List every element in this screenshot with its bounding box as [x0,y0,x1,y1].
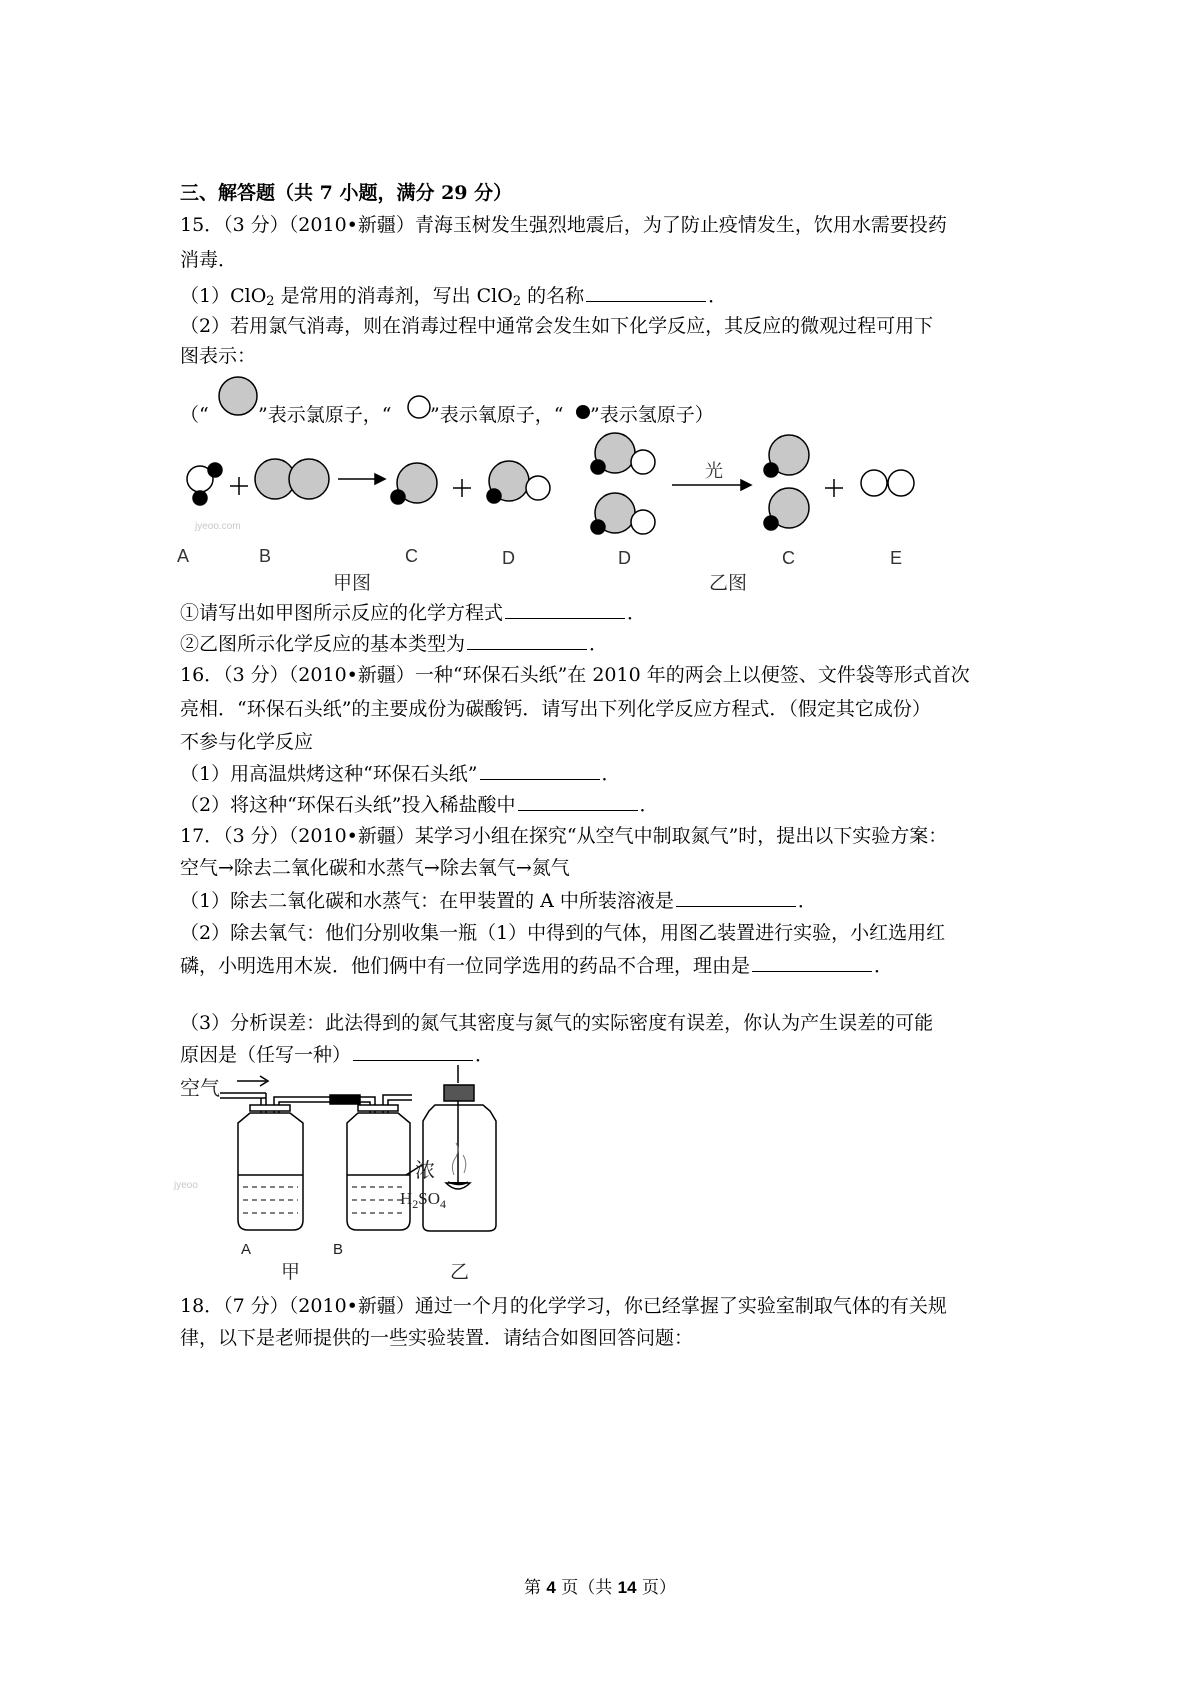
label-a: A [241,1241,252,1258]
reaction-diagram [175,425,955,595]
watermark-text: jyeoo [174,1180,198,1191]
q16-part2 [180,792,659,818]
air-inlet-arrow [237,1076,268,1086]
q16-line1: 16．（3 分）（2010•新疆）一种“环保石头纸”在 2010 年的两会上以便签、文件袋等形式首次 [180,664,970,686]
q16-line2: 亮相．“环保石头纸”的主要成份为碳酸钙．请写出下列化学反应方程式．（假定其它成份） [180,698,931,720]
light-label: 光 [705,461,723,482]
answer-blank[interactable] [676,888,796,907]
q15-line1: 15．（3 分）（2010•新疆）青海玉树发生强烈地震后，为了防止疫情发生，饮用水需要投药 [180,214,947,236]
q15-sub2 [180,631,608,657]
q15-sub2-end: ． [589,633,609,655]
label-b: B [333,1241,344,1258]
q15-sub1-text: ①请写出如甲图所示反应的化学方程式 [180,602,504,624]
oxygen-atom-icon [406,394,432,420]
chlorine-atom-icon [218,374,260,418]
label-d2: D [618,548,631,568]
figure-yi-label: 乙图 [709,572,748,594]
q15-part1-text-a: （1）ClO [180,285,267,307]
q15-part1 [180,283,727,315]
molecule-d-bottom [591,493,655,534]
q17-part3-text: 原因是（任写一种） [180,1044,352,1066]
q18-line2: 律，以下是老师提供的一些实验装置．请结合如图回答问题： [180,1327,694,1349]
q15-sub1 [180,600,646,626]
answer-blank[interactable] [505,600,625,619]
answer-blank[interactable] [518,792,638,811]
q15-part1-text-c: 的名称 [521,285,585,307]
answer-blank[interactable] [353,1042,473,1061]
hydrogen-atom-icon [575,404,591,420]
molecule-d [487,461,550,503]
molecule-b [255,459,329,499]
footer-mid: 页（共 [555,1578,618,1598]
q15-part1-sub2: 2 [512,294,522,309]
molecule-c-bottom [764,488,809,530]
label-d: D [502,548,515,568]
q16-part1-end: ． [601,763,621,785]
answer-blank[interactable] [586,283,706,302]
q16-part2-end: ． [639,794,659,816]
footer-pre: 第 [523,1578,547,1598]
q15-part1-end: ． [708,285,728,307]
footer-total-pages: 14 [617,1578,637,1597]
answer-blank[interactable] [480,761,600,780]
q17-part1 [180,888,817,914]
q17-part3-end: ． [475,1044,495,1066]
label-a: A [177,546,190,566]
molecule-c [391,463,437,504]
molecule-c-top [764,435,809,477]
q18-line1: 18．（7 分）（2010•新疆）通过一个月的化学学习，你已经掌握了实验室制取气体的有关规 [180,1295,947,1317]
q15-sub1-end: ． [627,602,647,624]
molecule-d-top [591,433,655,474]
q16-line3: 不参与化学反应 [180,731,314,753]
apparatus-diagram [174,1065,560,1285]
q16-part1-text: （1）用高温烘烤这种“环保石头纸” [180,763,478,785]
answer-blank[interactable] [752,953,872,972]
q16-part2-text: （2）将这种“环保石头纸”投入稀盐酸中 [180,794,516,816]
figure-jia-label: 甲图 [333,572,372,594]
legend-chlorine: ”表示氯原子，“ [258,404,392,426]
q17-part1-text: （1）除去二氧化碳和水蒸气：在甲装置的 A 中所装溶液是 [180,890,674,912]
air-label: 空气 [180,1076,220,1100]
bottle-a [238,1105,303,1230]
figure-jia-label: 甲 [281,1261,301,1283]
footer-post: 页） [636,1578,676,1598]
molecule-e [861,470,914,496]
page-footer [0,1573,1200,1598]
q15-part1-text-b: 是常用的消毒剂，写出 ClO [274,285,513,307]
q16-part1 [180,761,621,787]
q17-part2-line1: （2）除去氧气：他们分别收集一瓶（1）中得到的气体，用图乙装置进行实验，小红选用红 [180,922,946,944]
legend-open: （“ [180,404,209,426]
plus-sign [230,477,248,495]
plus-sign [825,479,843,497]
plus-sign [453,479,471,497]
figure-yi-label: 乙 [450,1261,470,1283]
label-c2: C [782,548,795,568]
q15-sub2-text: ②乙图所示化学反应的基本类型为 [180,633,466,655]
concentrated-label: 浓 [415,1158,435,1182]
q17-part2-line2 [180,953,893,979]
footer-page-number: 4 [546,1578,556,1597]
label-e: E [890,548,903,568]
q17-line1: 17．（3 分）（2010•新疆）某学习小组在探究“从空气中制取氮气”时，提出以下实验方案： [180,825,948,847]
reaction-arrow [338,474,385,484]
molecule-a [187,463,222,505]
legend-oxygen: ”表示氧原子，“ [430,404,564,426]
q17-part2-text: 磷，小明选用木炭．他们俩中有一位同学选用的药品不合理，理由是 [180,955,751,977]
watermark-text: jyeoo.com [195,521,241,532]
sulfuric-acid-label: $H_2SO_4$ [400,1189,447,1211]
q17-part3-line1: （3）分析误差：此法得到的氮气其密度与氮气的实际密度有误差，你认为产生误差的可能 [180,1012,934,1034]
label-c: C [405,546,418,566]
q15-part2-line1: （2）若用氯气消毒，则在消毒过程中通常会发生如下化学反应，其反应的微观过程可用下 [180,315,934,337]
q15-line2: 消毒． [180,249,238,271]
q17-part2-end: ． [874,955,894,977]
q17-part1-end: ． [797,890,817,912]
label-b: B [259,546,272,566]
q15-part2-line2: 图表示： [180,345,257,367]
legend-hydrogen: ”表示氢原子） [590,404,714,426]
q15-part1-sub1: 2 [266,294,275,309]
q17-line2: 空气→除去二氧化碳和水蒸气→除去氧气→氮气 [180,857,570,879]
section-title: 三、解答题（共 7 小题，满分 29 分） [180,182,513,204]
answer-blank[interactable] [467,631,587,650]
